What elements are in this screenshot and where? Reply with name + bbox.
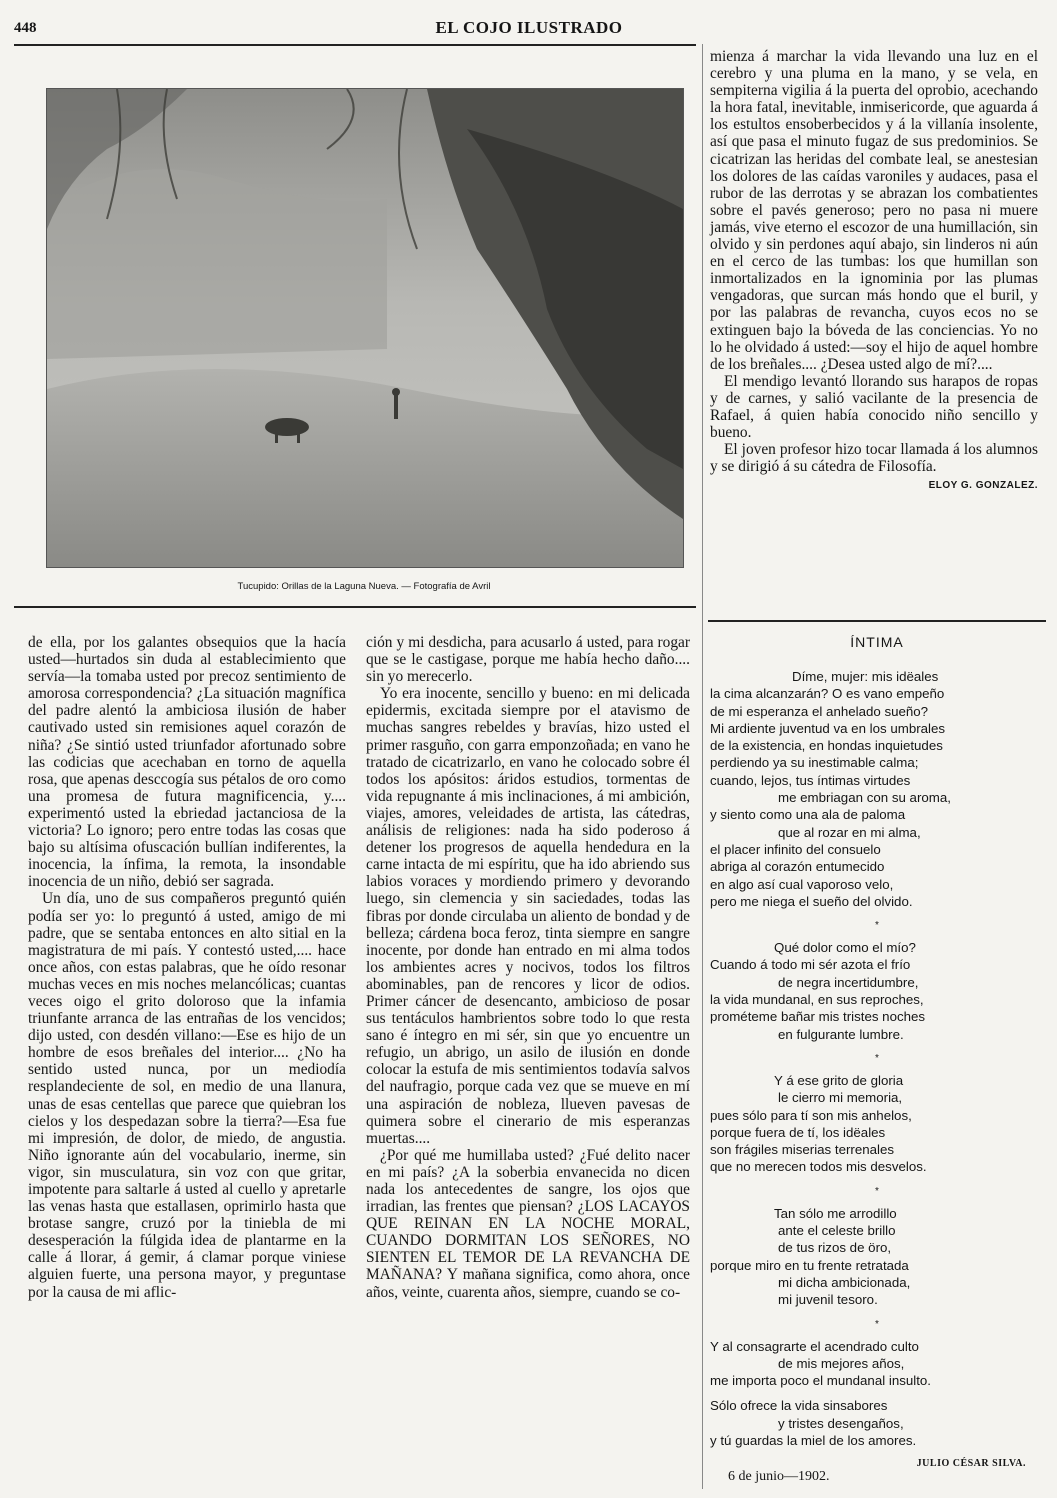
poem-line: son frágiles miserias terrenales xyxy=(710,1142,895,1158)
poem-line: y tristes desengaños, xyxy=(778,1415,904,1431)
poem-date: 6 de junio—1902. xyxy=(728,1469,830,1485)
poem-line: que no merecen todos mis desvelos. xyxy=(710,1159,927,1175)
column-divider xyxy=(702,44,703,1489)
poem-line: de mi esperanza el anhelado sueño? xyxy=(710,703,929,719)
poem-line: mi juvenil tesoro. xyxy=(778,1292,878,1308)
poem-line: en fulgurante lumbre. xyxy=(778,1026,904,1042)
stanza-separator: * xyxy=(875,1052,879,1064)
article-paragraph: El joven profesor hizo tocar llamada á los alumnos y se dirigió á su cátedra de Filosofía. xyxy=(710,441,1038,476)
poem-line: ante el celeste brillo xyxy=(778,1223,896,1239)
poem-line: y tú guardas la miel de los amores. xyxy=(710,1432,917,1448)
stanza-separator: * xyxy=(875,920,879,932)
poem xyxy=(710,634,1044,1485)
poem-line: Y al consagrarte el acendrado culto xyxy=(710,1338,919,1354)
page-header xyxy=(14,16,1044,46)
poem-line: Qué dolor como el mío? xyxy=(774,940,916,956)
text-paragraph: Un día, uno de sus compañeros preguntó quién podía ser yo: lo preguntó á usted, amigo de mi padre, que se sentaba entonces en alto sitial en la magistratura de mi país. Y contestó usted,.... hace once años, con estas palabras, que he oído resonar muchas veces en mis noches melancólicas; cuantas veces oigo el grito doloroso que la infamia triunfante arranca de las entrañas de los vencidos; dijo usted, con desdén villano:—Ese es hijo de un hombre de esos breñales del interior.... ¿No ha sentido usted nunca, por un mediodía resplandeciente de sol, en medio de una llanura, unas de esas centellas que parece que quiebran los cielos y los despedazan sobre la tierra?—Esa fue mi impresión, de dolor, de miedo, de angustia. Niño ignorante aún del vocabulario, inerme, sin vigor, sin musculatura, sin voz con que gritar, impotente para saltarle á usted al cuello y apretarle las venas hasta que estallasen, oprimirlo hasta que brotase sangre, cruzó por la tiniebla de mi desesperación la fúlgida idea de plantarme en la calle á llorar, á gemir, á clamar porque viniese alguien fuerte, una persona mayor, y preguntase por la causa de mi aflic- xyxy=(28,890,346,1301)
poem-line: y siento como una ala de paloma xyxy=(710,807,906,823)
article-paragraph: mienza á marchar la vida llevando una luz en el cerebro y una pluma en la mano, y se vela, en sempiterna vigilia á la puerta del oprobio, acechando la hora fatal, inevitable, inmisericorde, que aguarda á los estultos ensoberbecidos y á la villanía insolente, así que pasa el minuto fugaz de sus predominios. Se cicatrizan las heridas del combate leal, se anestesian los dolores de las caídas varoniles y audaces, pasa el rubor de las derrotas y se abrazan los combatientes sobre el pavés generoso; pero no pasa ni muere jamás, vive eterno el escozor de una humillación, sin olvido y sin perdones aquí abajo, sin linderos ni aún en el cerco de las tumbas: los que humillan son inmortalizados en la ignominia por las plumas vengadoras, que surcan más hondo que el buril, y por las palabras de revancha, cuyos ecos no se extinguen bajo la bóveda de las conciencias. Yo no lo he olvidado á usted:—soy el hijo de aquel hombre de los breñales.... ¿Desea usted algo de mí?.... xyxy=(710,48,1038,373)
article-signature: ELOY G. GONZALEZ. xyxy=(928,480,1038,492)
poem-line: de la existencia, en hondas inquietudes xyxy=(710,738,943,754)
photo-caption: Tucupido: Orillas de la Laguna Nueva. — Fotografía de Avril xyxy=(237,581,491,592)
poem-line: Cuando á todo mi sér azota el frío xyxy=(710,957,911,973)
article-paragraph: El mendigo levantó llorando sus harapos de ropas y de carnes, y salió vacilante de la presencia de Rafael, á quien había conocido niño sencillo y bueno. xyxy=(710,372,1038,442)
poem-stanza xyxy=(710,668,1044,910)
poem-line: abriga al corazón entumecido xyxy=(710,859,885,875)
poem-line: pero me niega el sueño del olvido. xyxy=(710,893,913,909)
poem-line: porque fuera de tí, los idëales xyxy=(710,1124,886,1140)
text-paragraph: Yo era inocente, sencillo y bueno: en mi delicada epidermis, excitada siempre por el atavismo de muchas sangres rebeldes y bravías, hizo usted el primer rasguño, con garra emponzoñada; en vano he tratado de cicatrizarlo, en vano he colocado sobre él todos los apósitos: áridos estudios, tormentas de vida repugnante á mis inclinaciones, á mi ambición, viajes, amores, veleidades de artista, las cátedras, análisis de religiones: nada ha sido poderoso á detener los progresos de aquella hendedura en la carne intacta de mi espíritu, que ha ido abriendo sus labios voraces y mordiendo primero y devorando luego, sin clemencia y sin saciedades, todas las fibras por donde circulaba un aliento de bondad y de belleza; cárdena boca feroz, tinta siempre en sangre inocente, por donde han entrado en mi alma todos los ambientes acres y nocivos, todos los filtros abominables, pan de rencores y licor de odios. Primer cáncer de desencanto, ambicioso de posar sus tentáculos hambrientos sobre todo lo que resta sano é íntegro en mi sér, sin que yo encuentre un refugio, un abrigo, un asilo de ilusión en donde colocar la estufa de mis sentimientos todavía salvos del naufragio, porque cada vez que se mueve en mí una aspiración de nobleza, llueven pavesas de quimera sobre el cinerario de mis esperanzas muertas.... xyxy=(366,685,690,1147)
poem-line: perdiendo ya su inestimable calma; xyxy=(710,755,919,771)
photo-bottom-rule xyxy=(14,606,696,608)
stanza-separator: * xyxy=(875,1318,879,1330)
poem-title: ÍNTIMA xyxy=(850,634,904,650)
left-text-column xyxy=(28,634,346,1301)
poem-line: Tan sólo me arrodillo xyxy=(774,1205,897,1221)
poem-line: pues sólo para tí son mis anhelos, xyxy=(710,1107,912,1123)
poem-line: Díme, mujer: mis idëales xyxy=(792,669,939,684)
poem-line: el placer infinito del consuelo xyxy=(710,841,881,857)
poem-line: la cima alcanzarán? O es vano empeño xyxy=(710,686,945,702)
poem-stanza xyxy=(710,1205,1044,1309)
poem-line: porque miro en tu frente retratada xyxy=(710,1257,909,1273)
poem-line: Mi ardiente juventud va en los umbrales xyxy=(710,720,946,736)
poem-stanza xyxy=(710,1072,1044,1176)
poem-line: en algo así cual vaporoso velo, xyxy=(710,876,894,892)
stanza-separator: * xyxy=(875,1185,879,1197)
poem-stanza xyxy=(710,939,1044,1043)
text-paragraph: ¿Por qué me humillaba usted? ¿Fué delito nacer en mi país? ¿A la soberbia envanecida no dicen nada los antecedentes de sangre, los ojos que irradian, las frentes que piensan? ¿LOS LACAYOS QUE REINAN EN LA NOCHE MORAL, CUANDO DORMITAN LOS SEÑORES, NO SIENTEN EL TEMOR DE LA REVANCHA DE MAÑANA? Y mañana significa, como ahora, once años, veinte, cuarenta años, siempre, cuando se co- xyxy=(366,1146,690,1301)
poem-line: que al rozar en mi alma, xyxy=(778,824,921,840)
text-paragraph: ción y mi desdicha, para acusarlo á usted, para rogar que se le castigase, porque me había hecho daño.... sin yo merecerlo. xyxy=(366,634,690,686)
poem-line: Sólo ofrece la vida sinsabores xyxy=(710,1398,888,1414)
poem-stanza xyxy=(710,1338,1044,1450)
journal-title: EL COJO ILUSTRADO xyxy=(435,18,623,37)
poem-line: me importa poco el mundanal insulto. xyxy=(710,1373,931,1389)
poem-signature: JULIO CÉSAR SILVA. xyxy=(916,1458,1026,1470)
poem-line: de mis mejores años, xyxy=(778,1355,905,1371)
poem-line: la vida mundanal, en sus reproches, xyxy=(710,992,924,1008)
poem-line: le cierro mi memoria, xyxy=(778,1090,903,1106)
poem-stanzas xyxy=(710,668,1044,1449)
middle-text-column xyxy=(366,634,690,1301)
poem-line: prométeme bañar mis tristes noches xyxy=(710,1009,926,1025)
header-rule xyxy=(14,44,696,46)
photograph xyxy=(46,88,684,568)
poem-line: mi dicha ambicionada, xyxy=(778,1274,911,1290)
poem-line: de negra incertidumbre, xyxy=(778,974,919,990)
page-number: 448 xyxy=(14,20,37,36)
poem-line: me embriagan con su aroma, xyxy=(778,790,951,806)
poem-line: de tus rizos de öro, xyxy=(778,1240,892,1256)
text-paragraph: de ella, por los galantes obsequios que la hacía usted—hurtados sin duda al establecimiento que servía—la tomaba usted por precoz sentimiento de amorosa correspondencia? ¿La situación magnífica del padre alentó la ambiciosa ilusión de haber cautivado usted sin remisiones aquel corazón de niña? ¿Se sintió usted triunfador afortunado sobre las codicias que acechaban en torno de aquella rosa, que apenas desccogía sus pétalos de oro como una promesa de futura magnificencia, y.... experimentó usted la ebriedad jactanciosa de la victoria? Lo ignoro; pero entre todas las cosas que bajo su altísima ofuscación bullían indiferentes, la inocencia, la ínfima, la remota, la insondable inocencia de un niño, debió ser sagrada. xyxy=(28,634,346,891)
poem-line: Y á ese grito de gloria xyxy=(774,1072,904,1088)
poem-top-rule xyxy=(708,620,1046,622)
poem-line: cuando, lejos, tus íntimas virtudes xyxy=(710,772,911,788)
article-ending-column xyxy=(710,48,1038,494)
